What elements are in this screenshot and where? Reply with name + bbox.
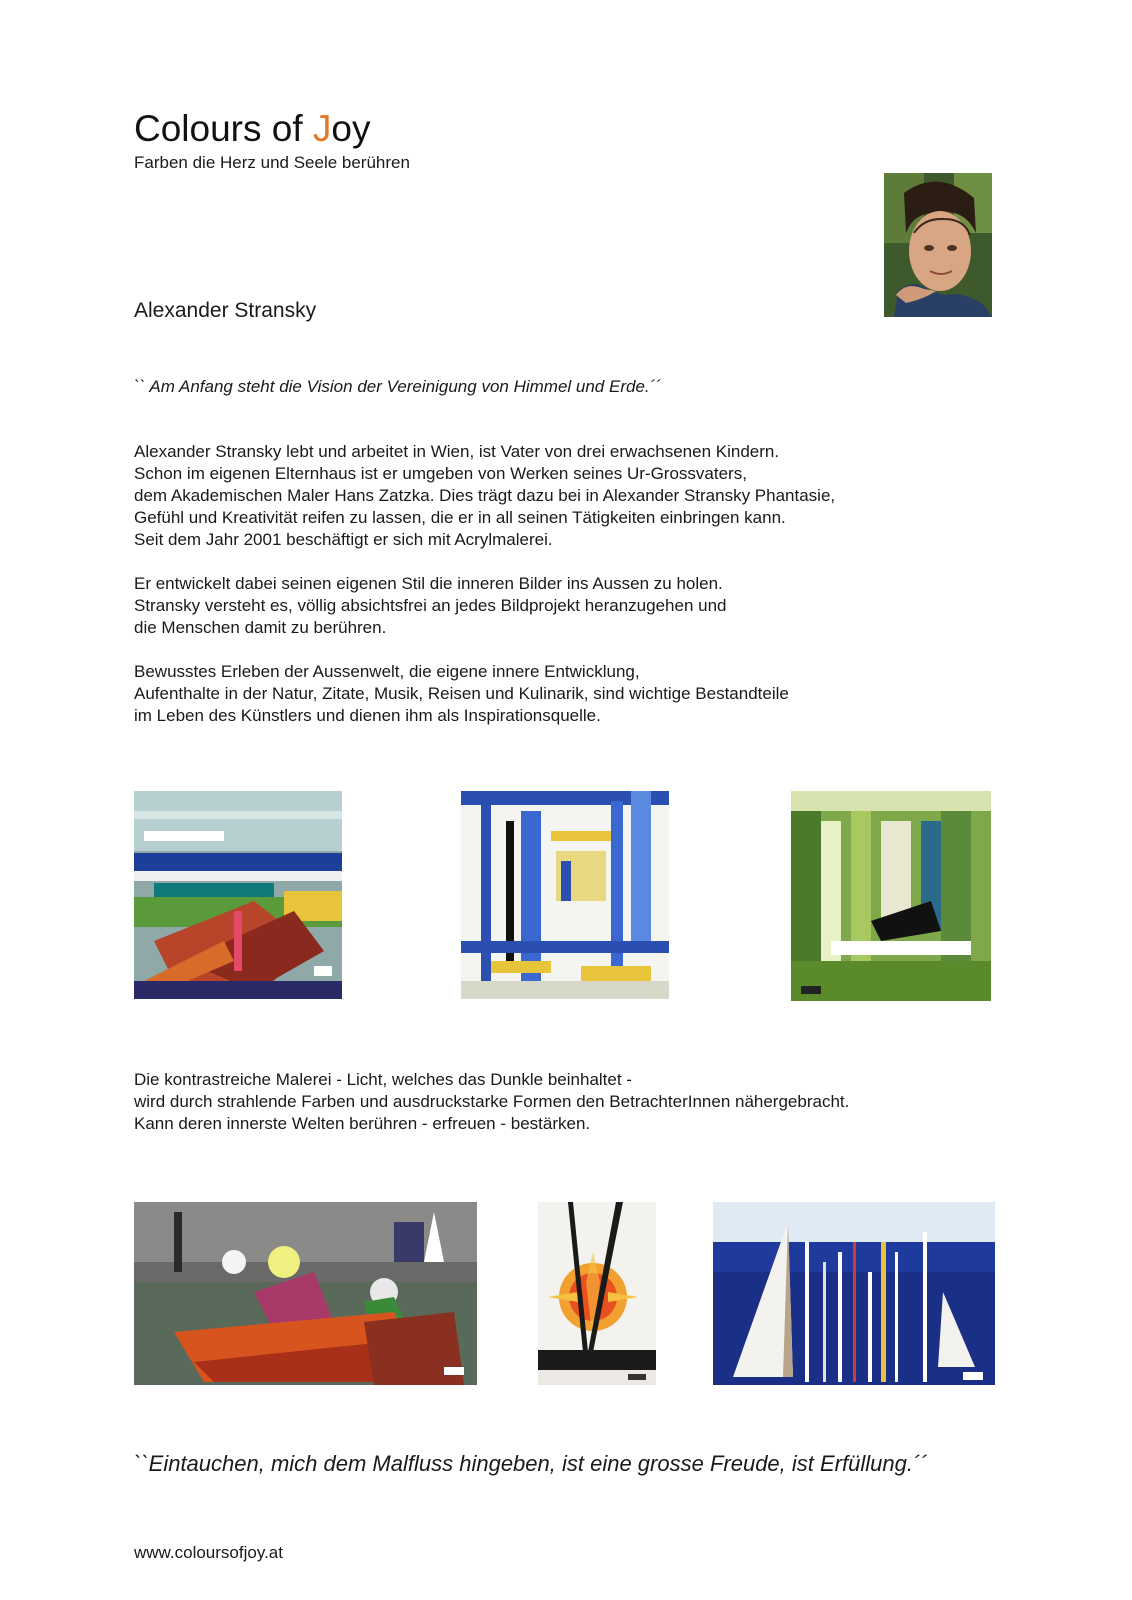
painting-sailboats [713,1202,995,1385]
website-link[interactable]: www.coloursofjoy.at [134,1543,283,1562]
title-end: oy [331,108,371,149]
text-line: im Leben des Künstlers und dienen ihm als Inspirationsquelle. [134,706,601,725]
biography-paragraph-2 [134,573,727,639]
art-description-paragraph [134,1069,849,1135]
painting-abstract-green [791,791,991,1001]
biography-paragraph-1 [134,441,835,551]
painting-abstract-blue-yellow [461,791,669,999]
painting-boat-scene [134,1202,477,1385]
page-subtitle: Farben die Herz und Seele berühren [134,153,410,172]
painting-sun-palm [538,1202,656,1385]
intro-quote: `` Am Anfang steht die Vision der Vereinigung von Himmel und Erde.´´ [134,377,661,396]
title-accent-letter: J [312,108,332,149]
text-line: Bewusstes Erleben der Aussenwelt, die eigene innere Entwicklung, [134,662,640,681]
text-line: Er entwickelt dabei seinen eigenen Stil die inneren Bilder ins Aussen zu holen. [134,574,723,593]
text-line: Aufenthalte in der Natur, Zitate, Musik, Reisen und Kulinarik, sind wichtige Bestandteile [134,684,789,703]
text-line: Stransky versteht es, völlig absichtsfrei an jedes Bildprojekt heranzugehen und [134,596,727,615]
biography-paragraph-3 [134,661,789,727]
painting-abstract-colorful [134,791,342,999]
artist-name: Alexander Stransky [134,299,317,322]
closing-quote: ``Eintauchen, mich dem Malfluss hingeben, ist eine grosse Freude, ist Erfüllung.´´ [134,1451,928,1476]
text-line: Kann deren innerste Welten berühren - erfreuen - bestärken. [134,1114,591,1133]
artist-portrait-image [884,173,992,317]
text-line: Schon im eigenen Elternhaus ist er umgeben von Werken seines Ur-Grossvaters, [134,464,747,483]
text-line: dem Akademischen Maler Hans Zatzka. Dies trägt dazu bei in Alexander Stransky Phantasie, [134,486,836,505]
text-line: die Menschen damit zu berühren. [134,618,387,637]
text-line: Gefühl und Kreativität reifen zu lassen, die er in all seinen Tätigkeiten einbringen kann. [134,508,786,527]
text-line: Alexander Stransky lebt und arbeitet in Wien, ist Vater von drei erwachsenen Kindern. [134,442,780,461]
text-line: wird durch strahlende Farben und ausdruckstarke Formen den BetrachterInnen nähergebracht. [134,1092,850,1111]
page-title [134,107,371,151]
title-main: Colours of [134,108,313,149]
text-line: Seit dem Jahr 2001 beschäftigt er sich mit Acrylmalerei. [134,530,553,549]
text-line: Die kontrastreiche Malerei - Licht, welches das Dunkle beinhaltet - [134,1070,632,1089]
